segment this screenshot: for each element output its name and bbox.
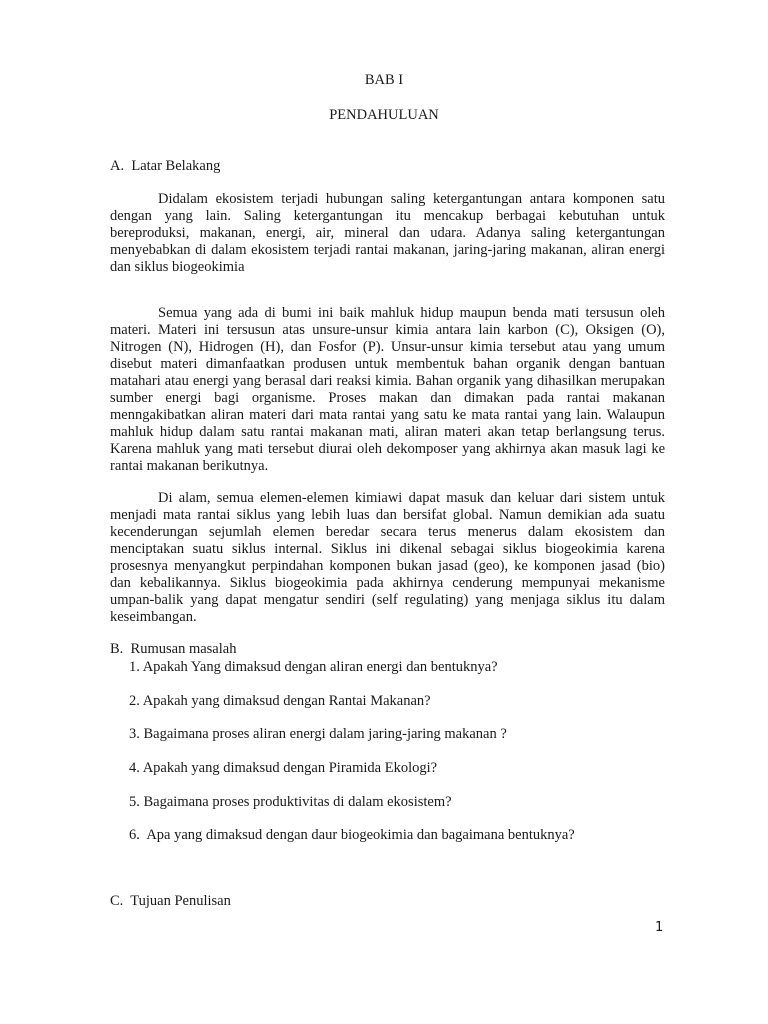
section-heading-b: B. Rumusan masalah — [110, 641, 237, 657]
page-number: 1 — [655, 920, 664, 935]
question-item-4: 4. Apakah yang dimaksud dengan Piramida Ekologi? — [129, 760, 438, 776]
question-item-2: 2. Apakah yang dimaksud dengan Rantai Makanan? — [129, 693, 431, 709]
chapter-label: BAB I — [364, 72, 404, 88]
section-heading-c: C. Tujuan Penulisan — [110, 893, 231, 909]
paragraph-1: Didalam ekosistem terjadi hubungan saling ketergantungan antara komponen satu dengan yang lain. Saling ketergantungan itu mencakup berbagai kebutuhan untuk bereproduksi, makanan, energi, air, mineral dan udara. Adanya saling ketergantungan menyebabkan di dalam ekosistem terjadi rantai makanan, jaring-jaring makanan, aliran energi dan siklus biogeokimia — [110, 191, 665, 275]
question-item-5: 5. Bagaimana proses produktivitas di dalam ekosistem? — [129, 794, 452, 810]
chapter-title: PENDAHULUAN — [329, 107, 439, 123]
paragraph-3: Di alam, semua elemen-elemen kimiawi dapat masuk dan keluar dari sistem untuk menjadi mata rantai siklus yang lebih luas dan bersifat global. Namun demikian ada suatu kecenderungan sejumlah elemen beredar secara terus menerus dalam ekosistem dan menciptakan suatu siklus internal. Siklus ini dikenal sebagai siklus biogeokimia karena prosesnya menyangkut perpindahan komponen bukan jasad (geo), ke komponen jasad (bio) dan kebalikannya. Siklus biogeokimia pada akhirnya cenderung mempunyai mekanisme umpan-balik yang dapat mengatur sendiri (self regulating) yang menjaga siklus itu dalam keseimbangan. — [110, 490, 665, 625]
section-heading-a: A. Latar Belakang — [110, 158, 221, 174]
question-item-3: 3. Bagaimana proses aliran energi dalam jaring-jaring makanan ? — [129, 726, 507, 742]
question-item-6: 6. Apa yang dimaksud dengan daur biogeokimia dan bagaimana bentuknya? — [129, 827, 575, 843]
question-item-1: 1. Apakah Yang dimaksud dengan aliran energi dan bentuknya? — [129, 659, 498, 675]
paragraph-2: Semua yang ada di bumi ini baik mahluk hidup maupun benda mati tersusun oleh materi. Materi ini tersusun atas unsure-unsur kimia antara lain karbon (C), Oksigen (O), Nitrogen (N), Hidrogen (H), dan Fosfor (P). Unsur-unsur kimia tersebut atau yang umum disebut materi dimanfaatkan produsen untuk membentuk bahan organik dengan bantuan matahari atau energi yang berasal dari reaksi kimia. Bahan organik yang dihasilkan merupakan sumber energi bagi organisme. Proses makan dan dimakan pada rantai makanan menngakibatkan aliran materi dari mata rantai yang satu ke mata rantai yang lain. Walaupun mahluk hidup dalam satu rantai makanan mati, aliran materi akan tetap berlangsung terus. Karena mahluk yang mati tersebut diurai oleh dekomposer yang akhirnya akan masuk lagi ke rantai makanan berikutnya. — [110, 305, 665, 474]
